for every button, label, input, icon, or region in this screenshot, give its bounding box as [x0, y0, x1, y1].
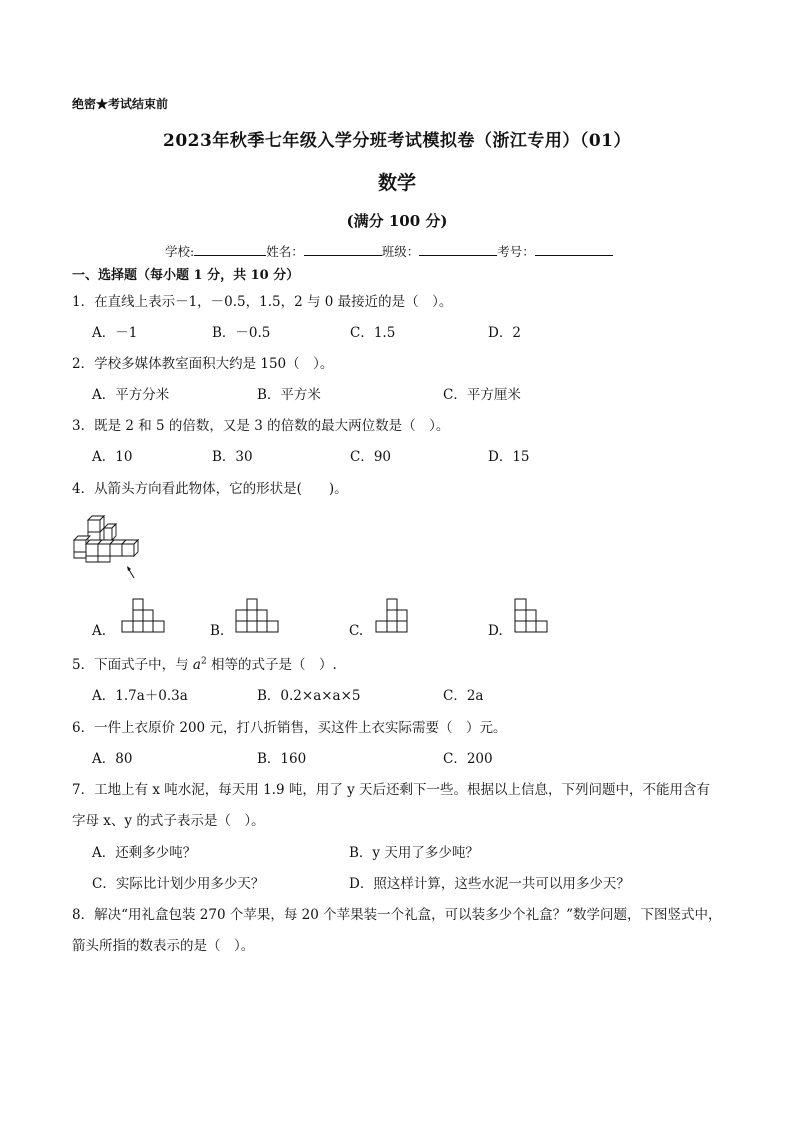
student-info-row	[165, 242, 613, 260]
question-1-stem: 1．在直线上表示－1，－0.5，1.5，2 与 0 最接近的是（ ）。	[72, 294, 453, 310]
cube-stack-figure	[70, 510, 150, 582]
section-heading: 一、选择题（每小题 1 分，共 10 分）	[72, 268, 300, 283]
q2-option-a: A．平方分米	[92, 387, 170, 403]
question-7-stem-line2: 字母 x、y 的式子表示是（ ）。	[72, 813, 265, 829]
question-6-stem: 6．一件上衣原价 200 元，打八折销售，买这件上衣实际需要（ ）元。	[72, 720, 507, 736]
q7-option-b: B．y 天用了多少吨？	[349, 845, 479, 861]
q7-option-a: A．还剩多少吨？	[92, 845, 197, 861]
question-5-stem	[72, 653, 337, 673]
q2-option-b: B．平方米	[257, 387, 321, 403]
q4-option-a: A.	[92, 623, 107, 639]
school-blank[interactable]	[194, 242, 266, 256]
question-3-stem: 3．既是 2 和 5 的倍数，又是 3 的倍数的最大两位数是（ ）。	[72, 418, 450, 434]
q7-option-d: D．照这样计算，这些水泥一共可以用多少天？	[349, 876, 630, 892]
view-arrow-head	[127, 566, 131, 571]
question-2-stem: 2．学校多媒体教室面积大约是 150（ ）。	[72, 356, 334, 372]
name-blank[interactable]	[304, 242, 382, 256]
q6-option-c: C．200	[443, 751, 493, 767]
question-4-stem: 4．从箭头方向看此物体，它的形状是( )。	[72, 481, 348, 497]
q5-exponent: 2	[200, 656, 207, 667]
q4-shape-d	[513, 598, 553, 634]
q3-option-b: B．30	[212, 449, 253, 465]
q5-option-a: A．1.7a＋0.3a	[92, 688, 188, 704]
q2-option-c: C．平方厘米	[443, 387, 521, 403]
class-blank[interactable]	[419, 242, 497, 256]
q4-option-b: B.	[210, 623, 225, 639]
number-blank[interactable]	[535, 242, 613, 256]
q5-option-c: C．2a	[443, 688, 484, 704]
q1-option-b: B．－0.5	[212, 325, 271, 341]
question-7-stem-line1: 7．工地上有 x 吨水泥，每天用 1.9 吨，用了 y 天后还剩下一些。根据以上信息，下列问题中，不能用含有	[72, 782, 711, 798]
q1-option-c: C．1.5	[350, 325, 396, 341]
q3-option-d: D．15	[488, 449, 530, 465]
q4-shape-b	[234, 598, 282, 634]
full-score: (满分 100 分)	[346, 212, 448, 230]
q3-option-c: C．90	[350, 449, 392, 465]
q4-option-d: D.	[488, 623, 503, 639]
school-label: 学校:	[165, 244, 195, 259]
q5-option-b: B．0.2×a×a×5	[257, 688, 361, 704]
q1-option-d: D．2	[488, 325, 521, 341]
question-8-stem-line2: 箭头所指的数表示的是（ ）。	[72, 938, 255, 954]
q4-shape-c	[374, 598, 414, 634]
q5-stem-pre: 5．下面式子中，与	[72, 657, 193, 673]
q4-option-c: C.	[349, 623, 364, 639]
question-8-stem-line1: 8．解决“用礼盒包装 270 个苹果，每 20 个苹果装一个礼盒，可以装多少个礼盒？”数学问题，下图竖式中，	[72, 907, 722, 923]
name-label: 姓名：	[266, 244, 304, 259]
q6-option-b: B．160	[257, 751, 307, 767]
confidential-label: 绝密★考试结束前	[72, 97, 169, 111]
q6-option-a: A．80	[92, 751, 133, 767]
q3-option-a: A．10	[92, 449, 133, 465]
q7-option-c: C．实际比计划少用多少天？	[92, 876, 265, 892]
q4-shape-a	[120, 598, 168, 634]
q1-option-a: A．－1	[92, 325, 138, 341]
number-label: 考号：	[497, 244, 535, 259]
subject-title: 数学	[377, 172, 416, 194]
q5-variable: a	[192, 657, 201, 673]
q5-stem-post: 相等的式子是（ ）.	[206, 657, 337, 673]
page-title: 2023年秋季七年级入学分班考试模拟卷（浙江专用）（01）	[163, 131, 631, 151]
class-label: 班级：	[381, 244, 420, 259]
